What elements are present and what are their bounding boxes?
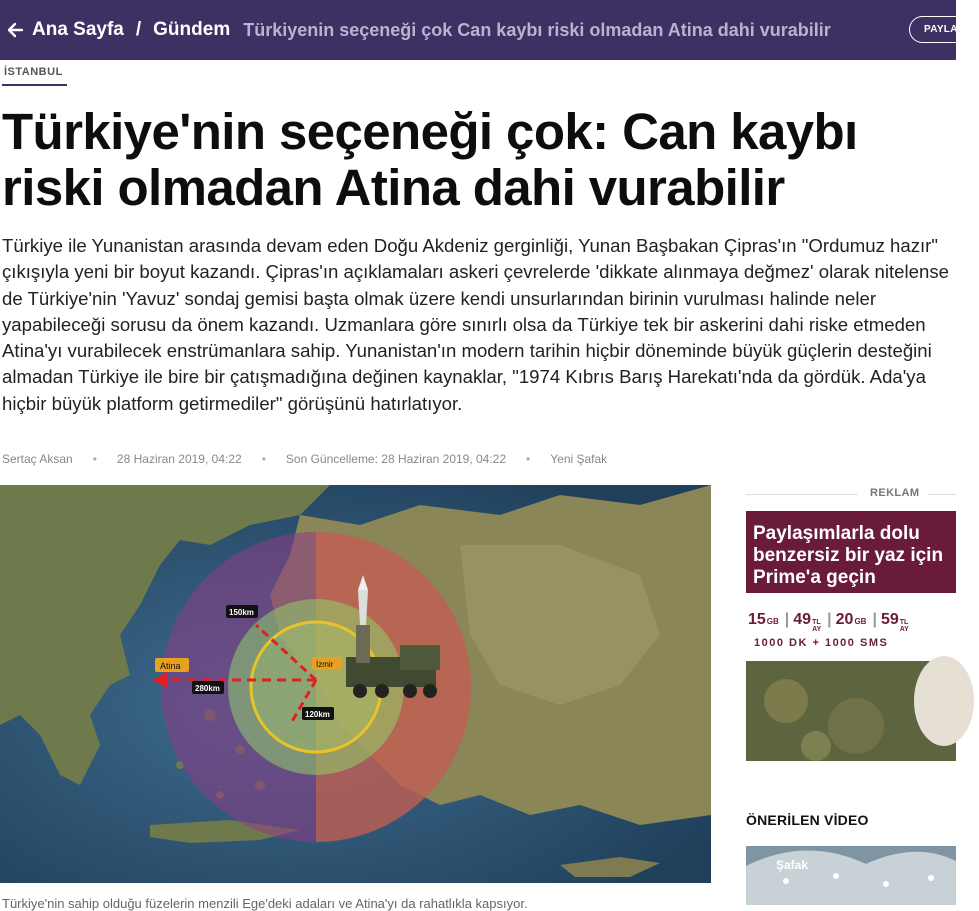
publish-date: 28 Haziran 2019, 04:22 <box>116 452 242 466</box>
breadcrumb-separator: / <box>135 19 142 40</box>
recommended-video-heading: ÖNERİLEN VİDEO <box>746 812 869 828</box>
ad-price-separator: | <box>784 611 790 628</box>
ad-label: REKLAM <box>870 487 920 499</box>
ad-unit-tl: TL <box>899 619 909 626</box>
ad-unit-ay: AY <box>899 626 909 633</box>
ad-headline <box>753 523 943 589</box>
meta-separator: • <box>92 452 97 466</box>
article-meta <box>2 452 607 466</box>
map-label-150km: 150km <box>229 608 254 617</box>
article-summary: Türkiye ile Yunanistan arasında devam eden Doğu Akdeniz gerginliği, Yunan Başbakan Çipras'ın "Ordumuz hazır" çıkışıyla yeni bir boyut kazandı. Çipras'ın açıklamaları askeri çevrelerde 'dikkate alınmaya değmez' olarak nitelense de Türkiye'nin 'Yavuz' sondaj gemisi başta olmak üzere kendi unsurlarından birinin vurulması halinde neler yapabileceği sorusu da önem kazandı. Uzmanlara göre sınırlı olsa da Türkiye tek bir askerini dahi riske etmeden Atina'yı vurabilecek enstrümanlara sahip. Yunanistan'ın modern tarihin hiçbir döneminde büyük güçlerin desteğini almadan Türkiye ile bire bir çatışmadığına değinen kaynaklar, "1974 Kıbrıs Barış Harekatı'nda da gördük. Ada'ya hiçbir büyük platform getirmediler" görüşünü hatırlatıyor. <box>2 235 949 414</box>
ad-divider <box>746 494 858 495</box>
article-title: Türkiye'nin seçeneği çok: Can kaybı riski olmadan Atina dahi vurabilir <box>2 103 858 216</box>
breadcrumb-section[interactable]: Gündem <box>153 19 231 40</box>
author-name[interactable]: Sertaç Aksan <box>2 452 73 466</box>
ad-divider <box>928 494 956 495</box>
map-label-izmir: İzmir <box>316 660 334 669</box>
category-tag[interactable]: İSTANBUL <box>4 66 63 78</box>
ad-bundle-text: 1000 DK + 1000 SMS <box>754 637 889 649</box>
ad-unit: GB <box>854 617 867 626</box>
ad-headline-line: Prime'a geçin <box>753 567 876 588</box>
breadcrumb-current-page: Türkiyenin seçeneği çok Can kaybı riski olmadan Atina dahi vurabilir <box>243 19 831 40</box>
ad-label-row <box>746 487 956 501</box>
video-channel-logo: Şafak <box>776 858 809 872</box>
back-arrow-icon[interactable] <box>4 19 26 41</box>
ad-headline-line: benzersiz bir yaz için <box>753 545 944 566</box>
ad-unit-tl: TL <box>812 619 821 626</box>
image-caption: Türkiye'nin sahip olduğu füzelerin menzili Ege'deki adaları ve Atina'yı da rahatlıkla kapsıyor. <box>2 896 528 911</box>
recommended-video-thumbnail[interactable] <box>746 846 956 905</box>
category-underline <box>2 84 67 86</box>
map-label-athens: Atina <box>160 661 181 671</box>
map-label-280km: 280km <box>195 684 220 693</box>
meta-separator: • <box>261 452 266 466</box>
update-date: Son Güncelleme: 28 Haziran 2019, 04:22 <box>285 452 507 466</box>
ad-unit: GB <box>766 617 779 626</box>
ad-unit <box>812 619 821 633</box>
ad-price: 20 <box>835 611 854 628</box>
share-button[interactable]: PAYLAŞ <box>909 16 979 43</box>
ad-price-separator: | <box>827 611 832 628</box>
breadcrumb-home[interactable]: Ana Sayfa <box>32 19 124 40</box>
map-label-120km: 120km <box>305 710 330 719</box>
top-navigation-bar <box>0 0 965 60</box>
ad-price: 15 <box>748 611 766 628</box>
ad-price-row <box>748 611 956 633</box>
source-name: Yeni Şafak <box>550 452 608 466</box>
ad-headline-line: Paylaşımlarla dolu <box>753 523 920 544</box>
meta-separator: • <box>526 452 531 466</box>
ad-unit <box>900 619 909 633</box>
ad-unit-ay: AY <box>812 626 822 633</box>
ad-price-separator: | <box>872 611 877 628</box>
advertisement-banner[interactable] <box>746 511 956 761</box>
article-map-image[interactable] <box>0 485 711 883</box>
ad-price: 49 <box>793 611 812 628</box>
ad-price: 59 <box>880 611 899 628</box>
